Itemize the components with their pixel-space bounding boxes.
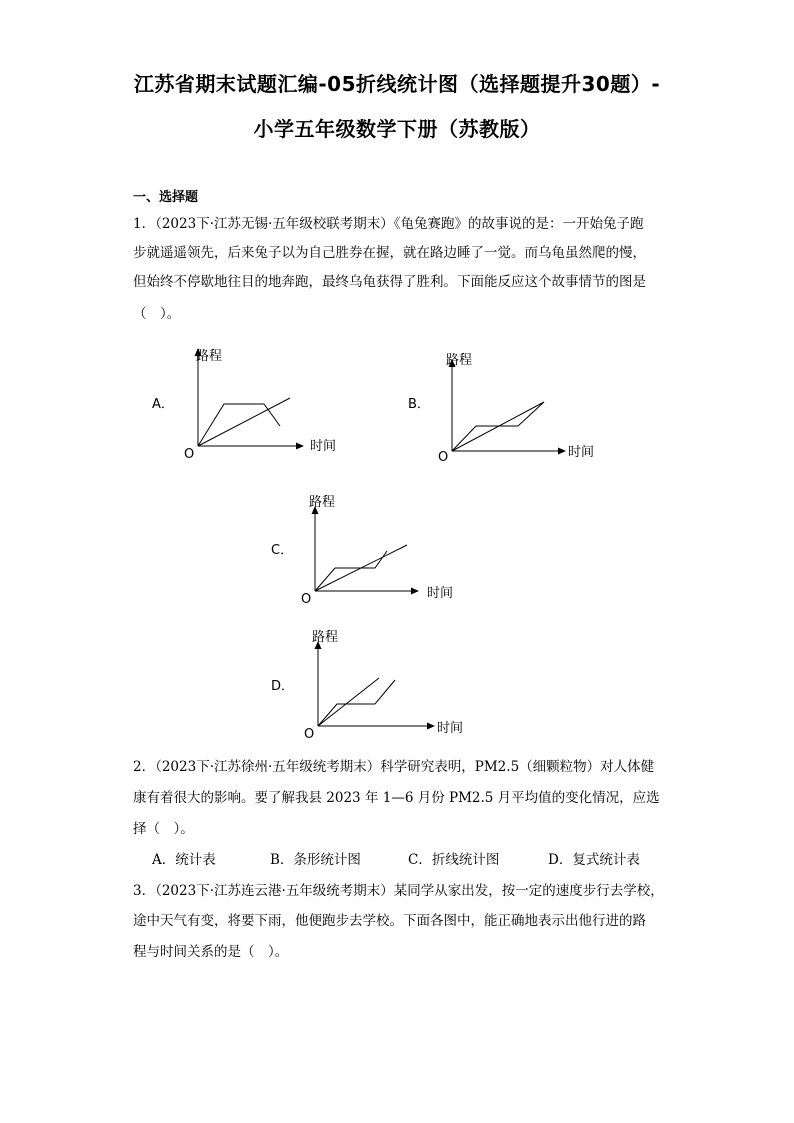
q2-text-line-3: 择（ ）。 xyxy=(133,821,194,837)
graph-d-x-arrow xyxy=(427,723,435,730)
q3-text-line-1: 3．（2023下·江苏连云港·五年级统考期末）某同学从家出发，按一定的速度步行去学校， xyxy=(133,883,664,899)
graph-b-origin: O xyxy=(438,450,449,465)
q2-text-line-2: 康有着很大的影响。要了解我县 2023 年 1—6 月份 PM2.5 月平均值的变化情况，应选 xyxy=(133,790,660,806)
document-title-line-2: 小学五年级数学下册（苏教版） xyxy=(253,117,541,141)
graph-a-label: A． xyxy=(152,397,174,412)
graph-d-tortoise-line xyxy=(318,678,379,726)
graph-b xyxy=(402,345,612,475)
graph-c-x-label: 时间 xyxy=(427,586,454,601)
q1-text-line-2: 步就遥遥领先，后来兔子以为自己胜券在握，就在路边睡了一觉。而乌龟虽然爬的慢， xyxy=(133,245,646,261)
graph-c-label: C． xyxy=(271,543,294,558)
graph-b-x-label: 时间 xyxy=(568,445,595,460)
graph-d-y-label: 路程 xyxy=(312,630,339,645)
graph-d-rabbit-line xyxy=(318,680,395,726)
q2-option-a: A．统计表 xyxy=(152,852,216,868)
graph-a-origin: O xyxy=(184,447,195,462)
graph-a-x-arrow xyxy=(296,443,304,450)
q2-text-line-1: 2．（2023下·江苏徐州·五年级统考期末）科学研究表明，PM2.5（细颗粒物）对人体健 xyxy=(133,759,655,775)
q3-text-line-2: 途中天气有变，将要下雨，他便跑步去学校。下面各图中，能正确地表示出他行进的路 xyxy=(133,913,646,929)
graph-b-x-arrow xyxy=(558,448,566,455)
document-title-line-1: 江苏省期末试题汇编-05折线统计图（选择题提升30题）- xyxy=(133,72,661,96)
graph-b-y-label: 路程 xyxy=(446,353,473,368)
graph-a-tortoise-line xyxy=(198,398,290,446)
q1-text-line-3: 但始终不停歇地往目的地奔跑，最终乌龟获得了胜利。下面能反应这个故事情节的图是 xyxy=(133,274,646,290)
graph-d xyxy=(265,625,475,745)
q1-text-line-1: 1．（2023下·江苏无锡·五年级校联考期末）《龟兔赛跑》的故事说的是：一开始兔子跑 xyxy=(133,216,644,232)
graph-a-y-label: 路程 xyxy=(196,349,223,364)
graph-d-x-label: 时间 xyxy=(437,721,464,736)
q3-text-line-3: 程与时间关系的是（ ）。 xyxy=(133,944,289,960)
section-heading: 一、选择题 xyxy=(133,190,199,205)
graph-c-rabbit-line xyxy=(315,551,387,591)
q2-option-d: D．复式统计表 xyxy=(548,852,640,868)
q2-option-b: B．条形统计图 xyxy=(270,852,361,868)
q2-option-c: C．折线统计图 xyxy=(408,852,500,868)
graph-a xyxy=(148,340,348,470)
q1-text-line-4: （ ）。 xyxy=(133,306,181,322)
graph-c xyxy=(265,490,475,610)
graph-d-origin: O xyxy=(304,727,315,742)
graph-c-y-label: 路程 xyxy=(309,495,336,510)
graph-b-label: B． xyxy=(408,397,430,412)
graph-c-origin: O xyxy=(301,592,312,607)
graph-c-x-arrow xyxy=(411,588,419,595)
graph-d-label: D． xyxy=(271,679,295,694)
graph-a-x-label: 时间 xyxy=(310,439,337,454)
